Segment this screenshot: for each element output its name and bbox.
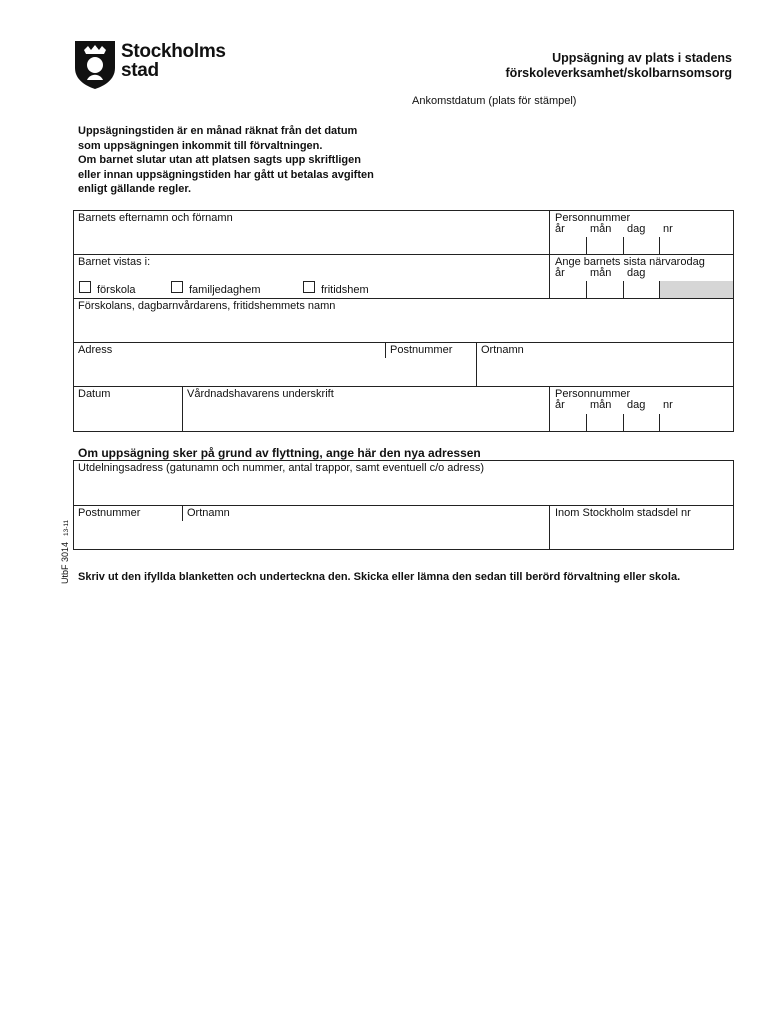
year-label: år [555, 223, 565, 235]
digit-separator [623, 281, 624, 298]
stamp-label: Ankomstdatum (plats för stämpel) [412, 95, 577, 107]
last-day-label: Ange barnets sista närvarodag [555, 256, 705, 268]
digit-separator [623, 414, 624, 432]
new-ortnamn-field[interactable]: Ortnamn [187, 507, 230, 519]
month-label: mån [590, 267, 612, 279]
divider [549, 386, 550, 432]
forskola-checkbox[interactable] [79, 281, 91, 293]
day-label: dag [627, 223, 646, 235]
footer-instructions: Skriv ut den ifyllda blanketten och underteckna den. Skicka eller lämna den sedan till berörd förvaltning eller skola. [78, 571, 681, 583]
divider [73, 386, 734, 387]
form-title [506, 51, 732, 80]
divider [549, 505, 550, 550]
familjedaghem-label: familjedaghem [189, 284, 261, 296]
divider [182, 386, 183, 432]
moving-heading: Om uppsägning sker på grund av flyttning, ange här den nya adressen [78, 446, 481, 460]
month-label: mån [590, 399, 612, 411]
form-code-number: UtbF 3014 [60, 541, 70, 584]
personnummer-label: Personnummer [555, 212, 631, 224]
fritidshem-label: fritidshem [321, 284, 369, 296]
logo-wordmark [121, 42, 226, 80]
digit-separator [659, 281, 660, 298]
notice-line: som uppsägningen inkommit till förvaltningen. [78, 139, 323, 152]
notice-line: enligt gällande regler. [78, 183, 192, 196]
digit-separator [659, 414, 660, 432]
divider [73, 254, 734, 255]
divider [73, 342, 734, 343]
divider [73, 298, 734, 299]
notice-line: Uppsägningstiden är en månad räknat från det datum [78, 125, 358, 137]
child-at-label: Barnet vistas i: [78, 256, 151, 268]
number-label: nr [663, 399, 673, 411]
divider [182, 505, 183, 521]
divider [73, 505, 734, 506]
familjedaghem-checkbox[interactable] [171, 281, 183, 293]
ortnamn-field[interactable]: Ortnamn [481, 344, 524, 356]
form-version: 13-11 [63, 519, 70, 536]
day-label: dag [627, 399, 646, 411]
divider [549, 210, 550, 298]
date-field[interactable]: Datum [78, 388, 111, 400]
delivery-address-field[interactable]: Utdelningsadress (gatunamn och nummer, antal trappor, samt eventuell c/o adress) [78, 462, 484, 474]
digit-separator [586, 281, 587, 298]
signature-field[interactable]: Vårdnadshavarens underskrift [187, 388, 334, 400]
year-label: år [555, 399, 565, 411]
notice-line: eller innan uppsägningstiden har gått ut betalas avgiften [78, 168, 374, 181]
digit-separator [586, 237, 587, 254]
district-field[interactable]: Inom Stockholm stadsdel nr [555, 507, 691, 519]
year-label: år [555, 267, 565, 279]
logo-line-2: stad [121, 60, 159, 81]
logo-line-1: Stockholms [121, 41, 226, 62]
form-title-line-2: förskoleverksamhet/skolbarnsomsorg [505, 65, 732, 80]
shaded-cell [660, 281, 733, 298]
institution-name-field[interactable]: Förskolans, dagbarnvårdarens, fritidshemmets namn [78, 300, 336, 312]
number-label: nr [663, 223, 673, 235]
month-label: mån [590, 223, 612, 235]
child-name-field[interactable]: Barnets efternamn och förnamn [78, 212, 233, 224]
digit-separator [623, 237, 624, 254]
personnummer-label: Personnummer [555, 388, 631, 400]
notice-line: Om barnet slutar utan att platsen sagts upp skriftligen [78, 154, 361, 167]
address-field[interactable]: Adress [78, 344, 113, 356]
divider [476, 342, 477, 386]
new-postnummer-field[interactable]: Postnummer [78, 507, 141, 519]
digit-separator [659, 237, 660, 254]
postnummer-field[interactable]: Postnummer [390, 344, 453, 356]
notice-text [78, 124, 408, 197]
stockholm-crest-logo [74, 40, 116, 90]
form-code [60, 520, 70, 584]
day-label: dag [627, 267, 646, 279]
form-title-line-1: Uppsägning av plats i stadens [552, 51, 732, 65]
fritidshem-checkbox[interactable] [303, 281, 315, 293]
forskola-label: förskola [97, 284, 136, 296]
digit-separator [586, 414, 587, 432]
divider [385, 342, 386, 358]
